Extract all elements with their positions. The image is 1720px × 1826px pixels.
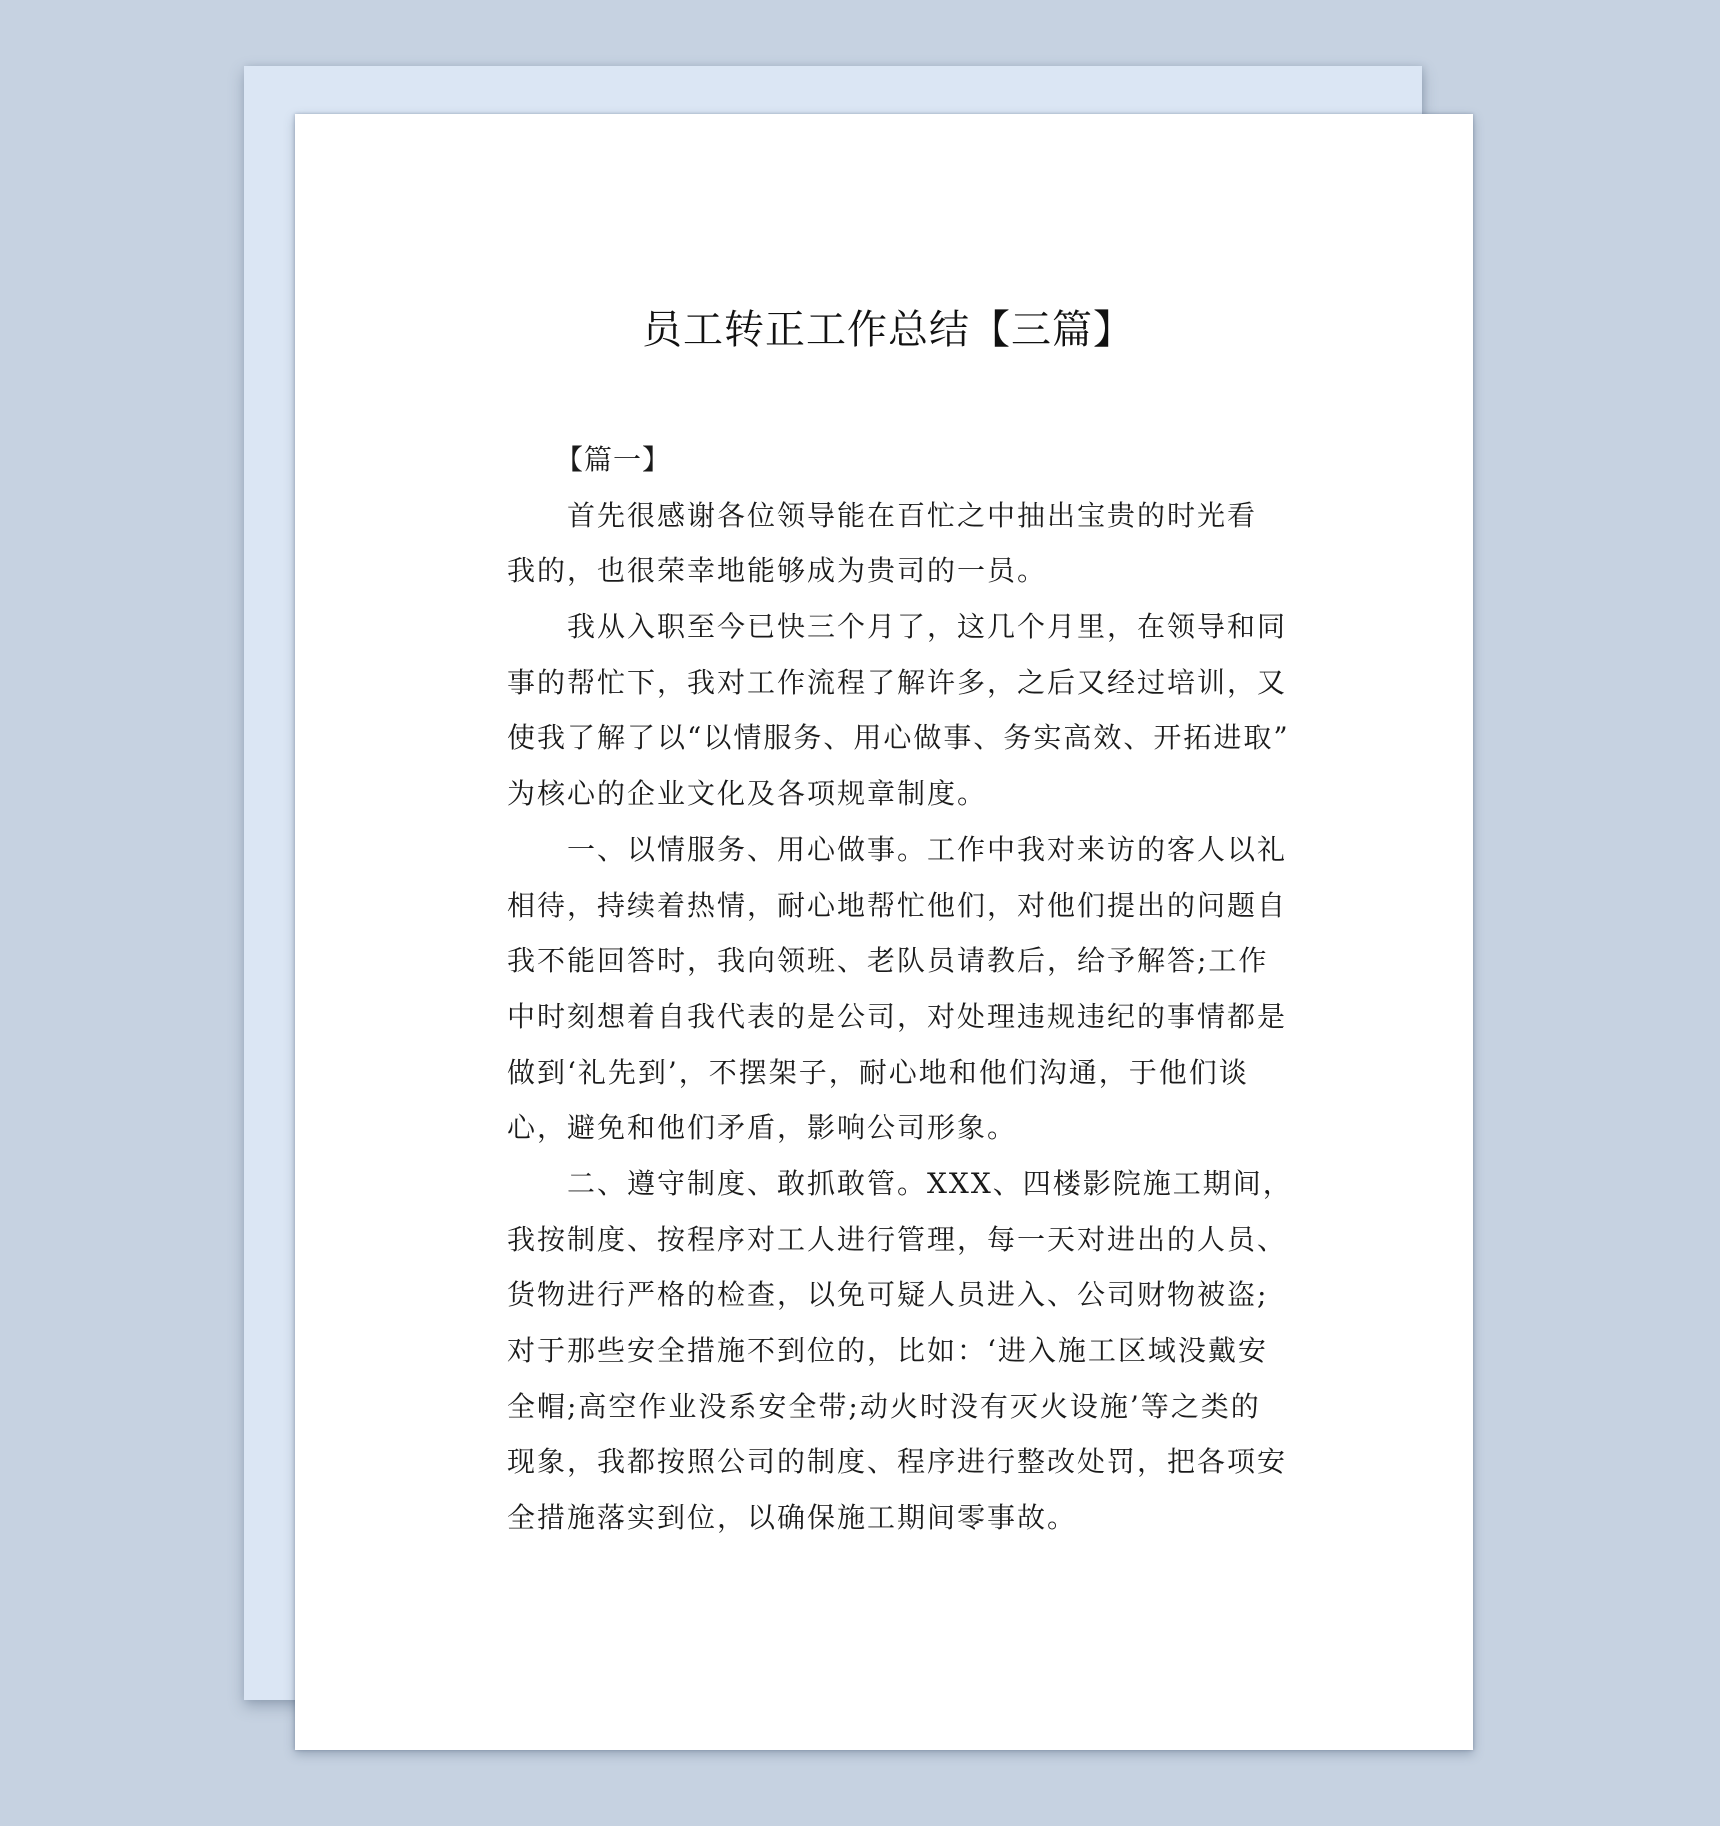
text-line: 事的帮忙下，我对工作流程了解许多，之后又经过培训，又 <box>507 665 1288 699</box>
text-line: 我不能回答时，我向领班、老队员请教后，给予解答;工作 <box>507 944 1269 978</box>
text-line: 货物进行严格的检查，以免可疑人员进入、公司财物被盗; <box>507 1278 1269 1312</box>
text-line: 首先很感谢各位领导能在百忙之中抽出宝贵的时光看 <box>567 498 1258 532</box>
text-line: 我从入职至今已快三个月了，这几个月里，在领导和同 <box>567 610 1288 644</box>
document-body <box>507 432 1293 1546</box>
document-title: 员工转正工作总结【三篇】 <box>642 307 1134 353</box>
text-line: 全帽;高空作业没系安全带;动火时没有灭火设施’等之类的 <box>507 1389 1261 1423</box>
paragraph-1 <box>507 488 1259 599</box>
text-line: 全措施落实到位，以确保施工期间零事故。 <box>507 1501 1078 1535</box>
document-page <box>295 114 1473 1750</box>
text-line: 我按制度、按程序对工人进行管理，每一天对进出的人员、 <box>507 1222 1288 1256</box>
text-line: 现象，我都按照公司的制度、程序进行整改处罚，把各项安 <box>507 1445 1288 1479</box>
text-line: 做到‘礼先到’，不摆架子，耐心地和他们沟通，于他们谈 <box>507 1055 1249 1089</box>
paragraph-4 <box>507 1156 1293 1546</box>
paragraph-2 <box>507 599 1290 822</box>
text-line: 一、以情服务、用心做事。工作中我对来访的客人以礼 <box>567 832 1288 866</box>
text-line: 相待，持续着热情，耐心地帮忙他们，对他们提出的问题自 <box>507 888 1288 922</box>
text-line: 为核心的企业文化及各项规章制度。 <box>507 777 988 811</box>
text-line: 中时刻想着自我代表的是公司，对处理违规违纪的事情都是 <box>507 999 1288 1033</box>
text-line: 心，避免和他们矛盾，影响公司形象。 <box>507 1111 1018 1145</box>
text-line: 对于那些安全措施不到位的，比如：‘进入施工区域没戴安 <box>507 1334 1268 1367</box>
section-label: 【篇一】 <box>555 443 672 476</box>
text-line: 使我了解了以“以情服务、用心做事、务实高效、开拓进取” <box>507 721 1290 755</box>
paragraph-3 <box>507 822 1288 1156</box>
text-line: 我的，也很荣幸地能够成为贵司的一员。 <box>507 554 1048 588</box>
text-line: 二、遵守制度、敢抓敢管。XXX、四楼影院施工期间， <box>567 1166 1293 1200</box>
